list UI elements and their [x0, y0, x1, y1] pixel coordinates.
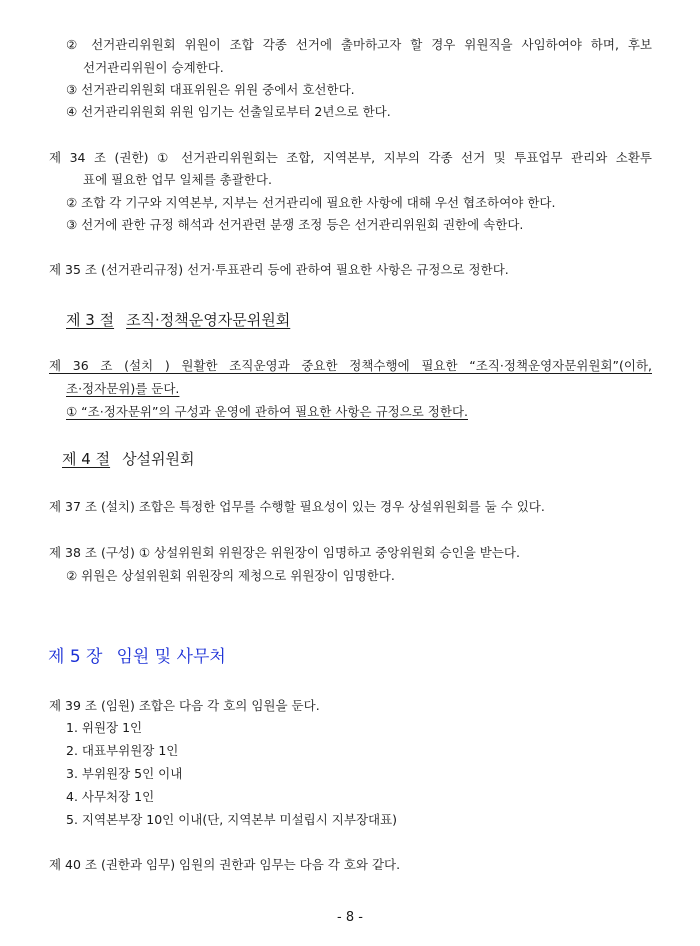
art33-para-2-line-2: 선거관리위원이 승계한다. — [83, 60, 224, 75]
art39-text: 제 39 조 (임원) 조합은 다음 각 호의 임원을 둔다. — [49, 698, 320, 713]
art34-para-1-line-2: 표에 필요한 업무 일체를 총괄한다. — [83, 172, 272, 187]
art36-line-1: 제 36 조 (설치 ) 원활한 조직운영과 중요한 정책수행에 필요한 “조직·정책운영자문위원회”(이하, — [49, 358, 652, 373]
art36-line-2: 조·정자문위)를 둔다. — [66, 381, 180, 396]
art34-para-1-line-1: 제 34 조 (권한) ① 선거관리위원회는 조합, 지역본부, 지부의 각종 선거 및 투표업무 관리와 소환투 — [49, 150, 652, 165]
chapter-5-heading — [48, 646, 240, 668]
section-4-title: 상설위원회 — [122, 450, 195, 468]
art33-para-4: ④ 선거관리위원회 위원 임기는 선출일로부터 2년으로 한다. — [66, 104, 391, 119]
section-3-number: 제 3 절 — [66, 311, 115, 329]
art33-para-3: ③ 선거관리위원회 대표위원은 위원 중에서 호선한다. — [66, 82, 355, 97]
art39-item-1: 1. 위원장 1인 — [66, 720, 143, 735]
art39-item-5: 5. 지역본부장 10인 이내(단, 지역본부 미설립시 지부장대표) — [66, 812, 398, 827]
art34-para-3: ③ 선거에 관한 규정 해석과 선거관련 분쟁 조정 등은 선거관리위원회 권한에 속한다. — [66, 217, 524, 232]
section-4-heading — [62, 449, 207, 469]
section-3-title: 조직·정책운영자문위원회 — [126, 311, 291, 329]
art40-text: 제 40 조 (권한과 임무) 임원의 권한과 임무는 다음 각 호와 같다. — [49, 857, 401, 872]
art39-item-2: 2. 대표부위원장 1인 — [66, 743, 179, 758]
page-number: - 8 - — [337, 910, 363, 925]
art39-item-3: 3. 부위원장 5인 이내 — [66, 766, 183, 781]
art33-para-2-line-1: ② 선거관리위원회 위원이 조합 각종 선거에 출마하고자 할 경우 위원직을 사임하여야 하며, 후보 — [66, 37, 652, 52]
art39-item-4: 4. 사무처장 1인 — [66, 789, 155, 804]
chapter-5-title: 임원 및 사무처 — [116, 647, 226, 667]
art34-para-2: ② 조합 각 기구와 지역본부, 지부는 선거관리에 필요한 사항에 대해 우선 협조하여야 한다. — [66, 195, 556, 210]
chapter-5-number: 제 5 장 — [48, 647, 103, 667]
art35-text: 제 35 조 (선거관리규정) 선거·투표관리 등에 관하여 필요한 사항은 규정으로 정한다. — [49, 262, 509, 277]
section-3-heading — [66, 310, 302, 330]
art37-text: 제 37 조 (설치) 조합은 특정한 업무를 수행할 필요성이 있는 경우 상설위원회를 둘 수 있다. — [49, 499, 545, 514]
art38-para-1: 제 38 조 (구성) ① 상설위원회 위원장은 위원장이 임명하고 중앙위원회 승인을 받는다. — [49, 545, 520, 560]
art38-para-2: ② 위원은 상설위원회 위원장의 제청으로 위원장이 임명한다. — [66, 568, 395, 583]
section-4-number: 제 4 절 — [62, 450, 111, 468]
art36-line-3: ① “조·정자문위”의 구성과 운영에 관하여 필요한 사항은 규정으로 정한다. — [66, 404, 468, 419]
